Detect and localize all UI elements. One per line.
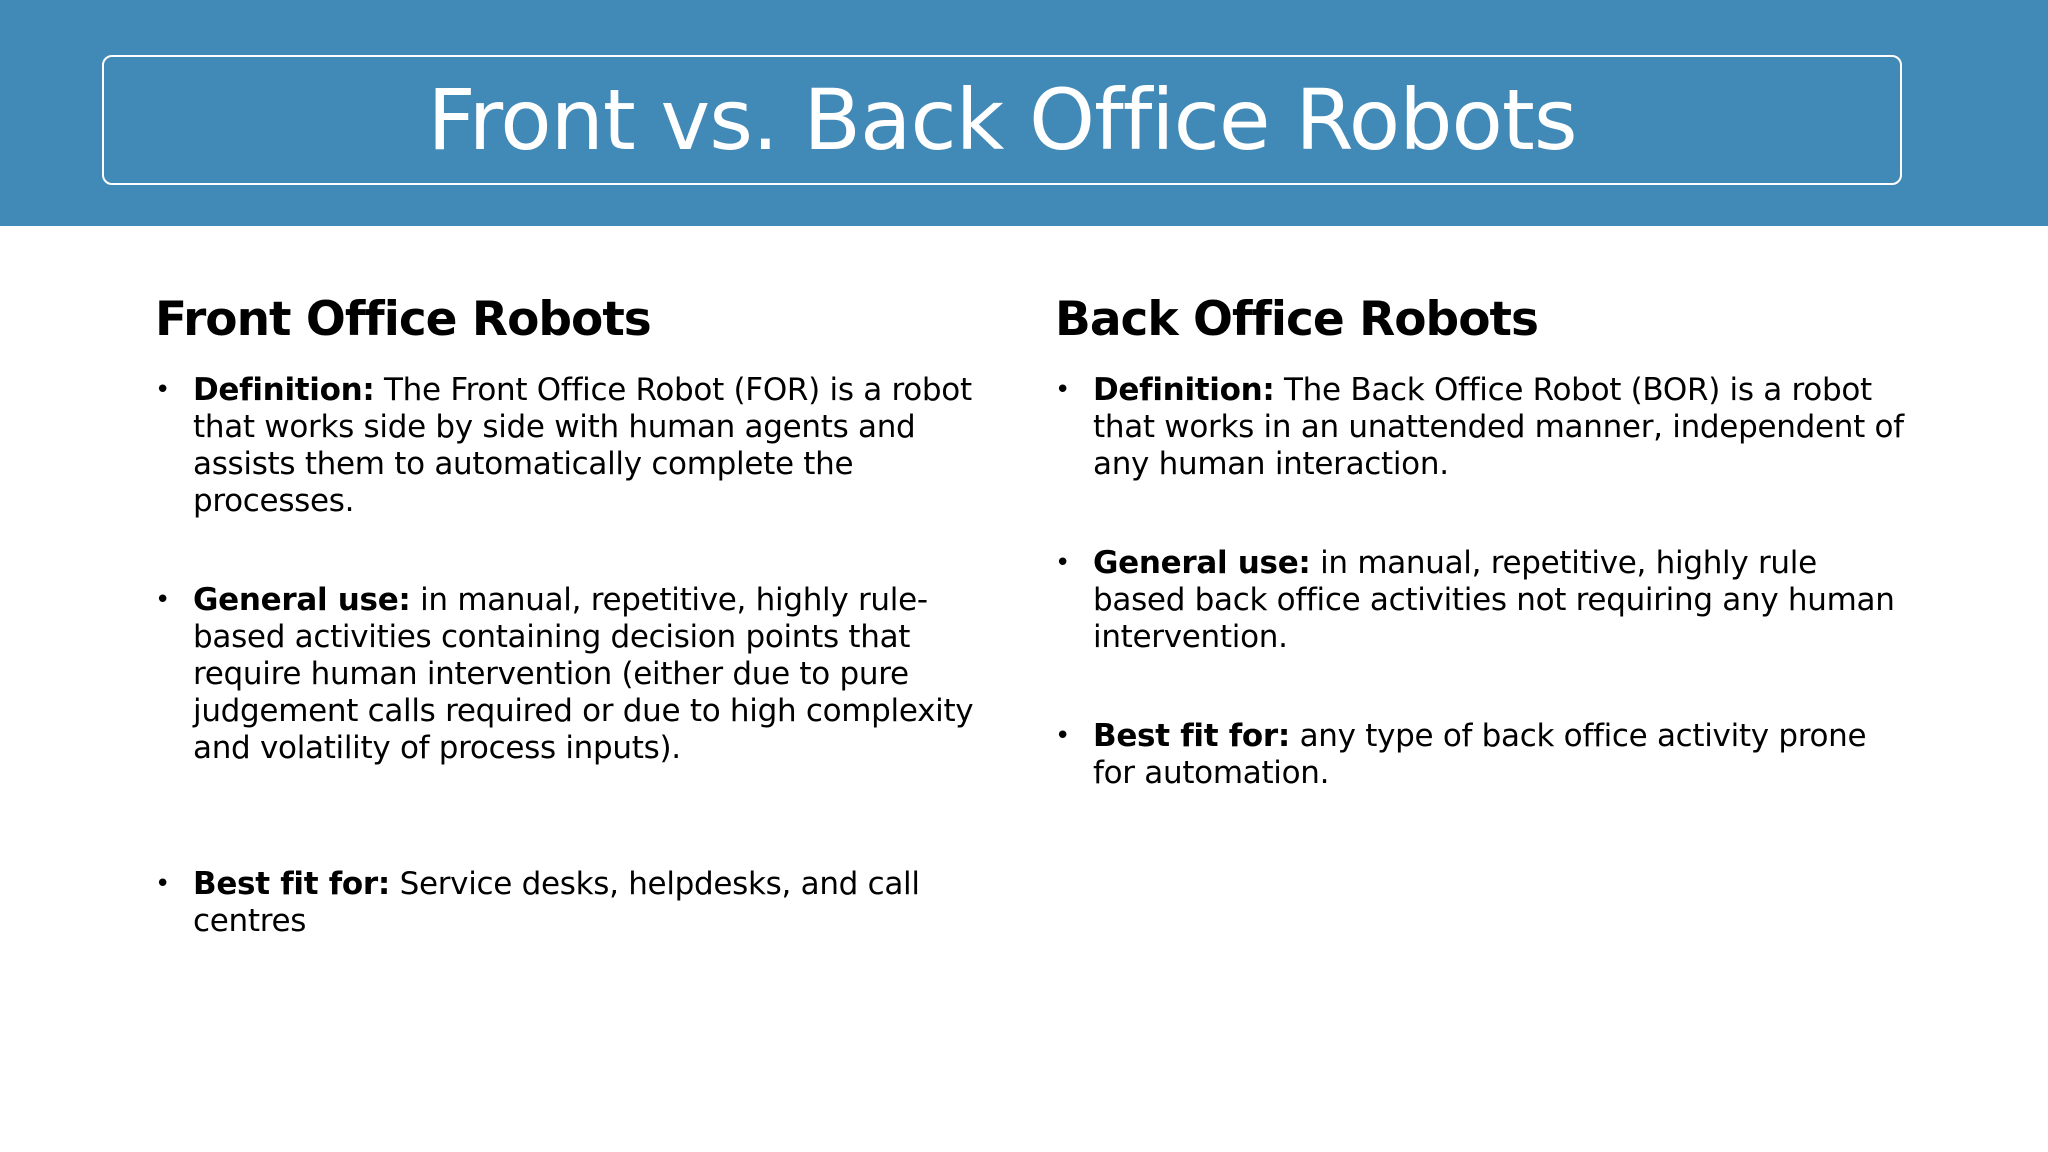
item-term: General use: <box>1093 545 1311 581</box>
front-office-column <box>155 290 1010 940</box>
list-item <box>1055 545 1915 656</box>
list-item <box>1055 372 1915 483</box>
item-term: General use: <box>193 582 411 618</box>
back-office-list <box>1055 372 1915 792</box>
item-term: Best fit for: <box>193 866 391 902</box>
item-text: The Front Office Robot (FOR) is a robot that works side by side with human agents and assists them to automatically complete the processes. <box>193 372 972 519</box>
item-text: The Back Office Robot (BOR) is a robot that works in an unattended manner, independent of any human interaction. <box>1093 372 1904 482</box>
front-office-heading: Front Office Robots <box>155 292 651 347</box>
bullet-icon: • <box>1055 721 1071 751</box>
bullet-icon: • <box>155 869 171 899</box>
back-office-column <box>1055 290 1915 792</box>
item-term: Best fit for: <box>1093 718 1291 754</box>
back-office-heading: Back Office Robots <box>1055 292 1538 347</box>
list-item <box>155 866 1010 940</box>
item-term: Definition: <box>193 372 375 408</box>
bullet-icon: • <box>155 585 171 615</box>
title-banner <box>0 0 2048 226</box>
list-item <box>1055 718 1915 792</box>
bullet-icon: • <box>1055 375 1071 405</box>
slide-title: Front vs. Back Office Robots <box>427 71 1577 169</box>
title-frame <box>102 55 1902 185</box>
list-item <box>155 582 1010 767</box>
bullet-icon: • <box>155 375 171 405</box>
bullet-icon: • <box>1055 548 1071 578</box>
front-office-list <box>155 372 1010 940</box>
item-text: in manual, repetitive, highly rule based back office activities not requiring any human intervention. <box>1093 545 1895 655</box>
item-text: any type of back office activity prone for automation. <box>1093 718 1867 791</box>
item-text: Service desks, helpdesks, and call centres <box>193 866 920 939</box>
item-text: in manual, repetitive, highly rule-based activities containing decision points that require human intervention (either due to pure judgement calls required or due to high complexity and volatility of process inputs). <box>193 582 974 766</box>
list-item <box>155 372 1010 520</box>
item-term: Definition: <box>1093 372 1275 408</box>
